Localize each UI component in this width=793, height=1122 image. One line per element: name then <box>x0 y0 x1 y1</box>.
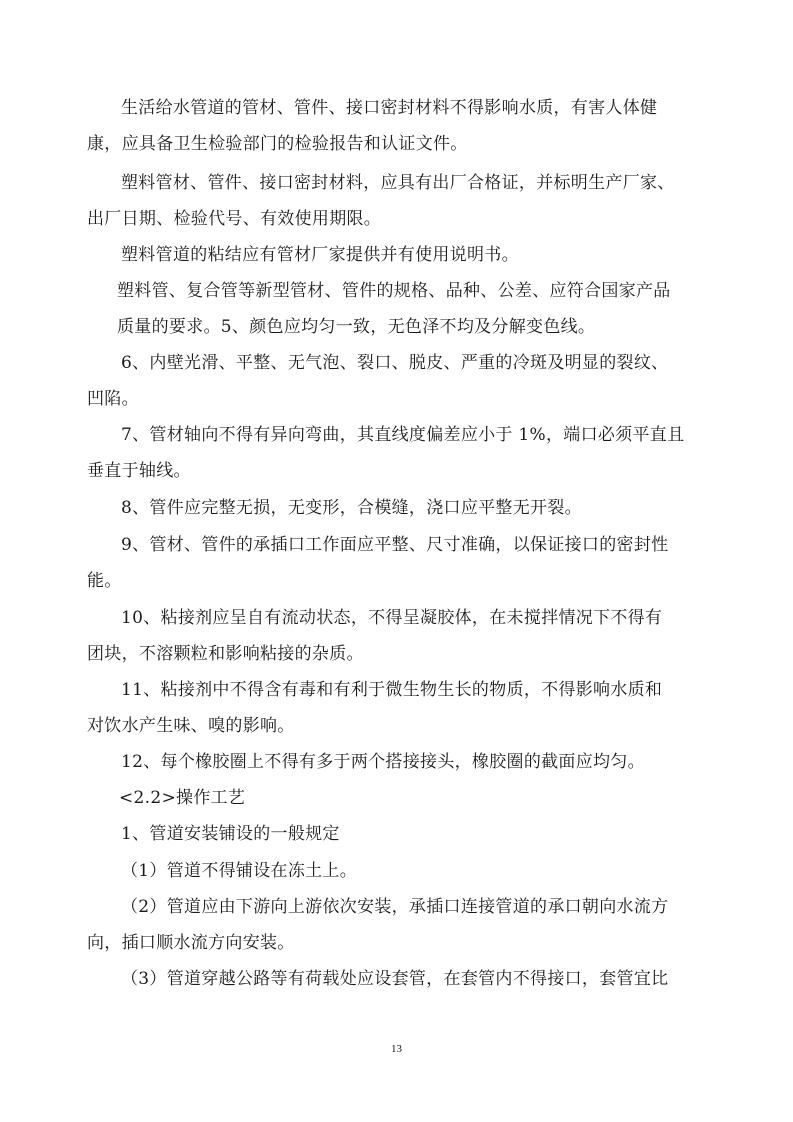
text-line-2: 康，应具备卫生检验部门的检验报告和认证文件。 <box>87 134 468 154</box>
section-heading: <2.2>操作工艺 <box>119 788 246 808</box>
text-line-9: 凹陷。 <box>87 389 139 409</box>
text-line-5: 塑料管道的粘结应有管材厂家提供并有使用说明书。 <box>121 245 519 265</box>
text-line-6: 塑料管、复合管等新型管材、管件的规格、品种、公差、应符合国家产品 <box>117 281 671 301</box>
text-line-4: 出厂日期、检验代号、有效使用期限。 <box>87 209 382 229</box>
text-line-3: 塑料管材、管件、接口密封材料，应具有出厂合格证，并标明生产厂家、 <box>121 173 675 193</box>
text-line-24: 向，插口顺水流方向安装。 <box>87 933 295 953</box>
text-line-18: 对饮水产生味、嗅的影响。 <box>87 716 295 736</box>
text-line-22: （1）管道不得铺设在冻土上。 <box>121 861 358 881</box>
text-line-11: 垂直于轴线。 <box>87 461 191 481</box>
text-line-15: 10、粘接剂应呈自有流动状态，不得呈凝胶体，在未搅拌情况下不得有 <box>121 608 663 628</box>
text-line-12: 8、管件应完整无损，无变形，合模缝，浇口应平整无开裂。 <box>121 498 582 518</box>
text-line-8: 6、内壁光滑、平整、无气泡、裂口、脱皮、严重的冷斑及明显的裂纹、 <box>121 353 669 373</box>
text-line-23: （2）管道应由下游向上游依次安装，承插口连接管道的承口朝向水流方 <box>121 897 669 917</box>
text-line-19: 12、每个橡胶圈上不得有多于两个搭接接头，橡胶圈的截面应均匀。 <box>121 752 645 772</box>
text-line-10: 7、管材轴向不得有异向弯曲，其直线度偏差应小于 1%，端口必须平直且 <box>121 425 685 445</box>
text-line-7: 质量的要求。5、颜色应均匀一致，无色泽不均及分解变色线。 <box>117 317 596 337</box>
text-line-14: 能。 <box>87 571 122 591</box>
text-line-13: 9、管材、管件的承插口工作面应平整、尺寸准确，以保证接口的密封性 <box>121 535 669 555</box>
text-line-25: （3）管道穿越公路等有荷载处应设套管，在套管内不得接口，套管宜比 <box>121 969 669 989</box>
text-line-21: 1、管道安装铺设的一般规定 <box>121 824 340 844</box>
text-line-16: 团块，不溶颗粒和影响粘接的杂质。 <box>87 644 364 664</box>
text-line-17: 11、粘接剂中不得含有毒和有利于微生物生长的物质，不得影响水质和 <box>121 680 663 700</box>
text-line-1: 生活给水管道的管材、管件、接口密封材料不得影响水质，有害人体健 <box>121 98 658 118</box>
page-number: 13 <box>391 1043 402 1055</box>
